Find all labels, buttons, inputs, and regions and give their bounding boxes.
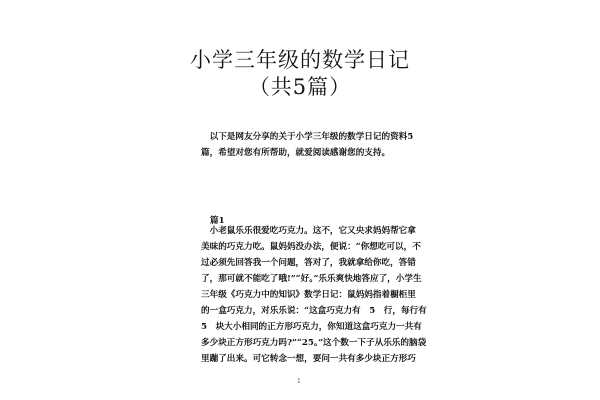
body-line: 5 块大小相同的正方形巧克力，你知道这盒巧克力一共有 <box>201 322 422 332</box>
body-paragraph <box>201 223 431 367</box>
body-line: 三年级《巧克力中的知识》数学日记：鼠妈妈指着橱柜里 <box>201 290 416 300</box>
page-title: 小学三年级的数学日记 <box>190 48 410 72</box>
intro-line: 篇，希望对您有所帮助，就爱阅读感谢您的支持。 <box>201 148 391 158</box>
body-line: 里蹦了出来。可它转念一想，要问一共有多少块正方形巧 <box>201 354 416 364</box>
page-number: 1 <box>297 378 301 385</box>
intro-line: 以下是网友分享的关于小学三年级的数学日记的资料5 <box>201 132 414 142</box>
body-line: 多少块正方形巧克力吗?”“25。”这个数一下子从乐乐的脑袋 <box>201 338 427 348</box>
intro-paragraph <box>201 129 431 161</box>
body-line: 的一盒巧克力，对乐乐说：“这盒巧克力有 5 行，每行有 <box>201 306 427 316</box>
body-line: 过必须先回答我一个问题，答对了，我就拿给你吃，答错 <box>201 258 416 268</box>
section-heading: 篇1 <box>210 216 225 226</box>
body-line: 小老鼠乐乐很爱吃巧克力。这不，它又央求妈妈帮它拿 <box>201 226 416 236</box>
page-subtitle: （共5篇） <box>248 75 352 99</box>
body-line: 美味的巧克力吃。鼠妈妈没办法，便说：“你想吃可以，不 <box>201 242 421 252</box>
body-line: 了，那可就不能吃了哦!”“好。”乐乐爽快地答应了，小学生 <box>201 274 422 284</box>
